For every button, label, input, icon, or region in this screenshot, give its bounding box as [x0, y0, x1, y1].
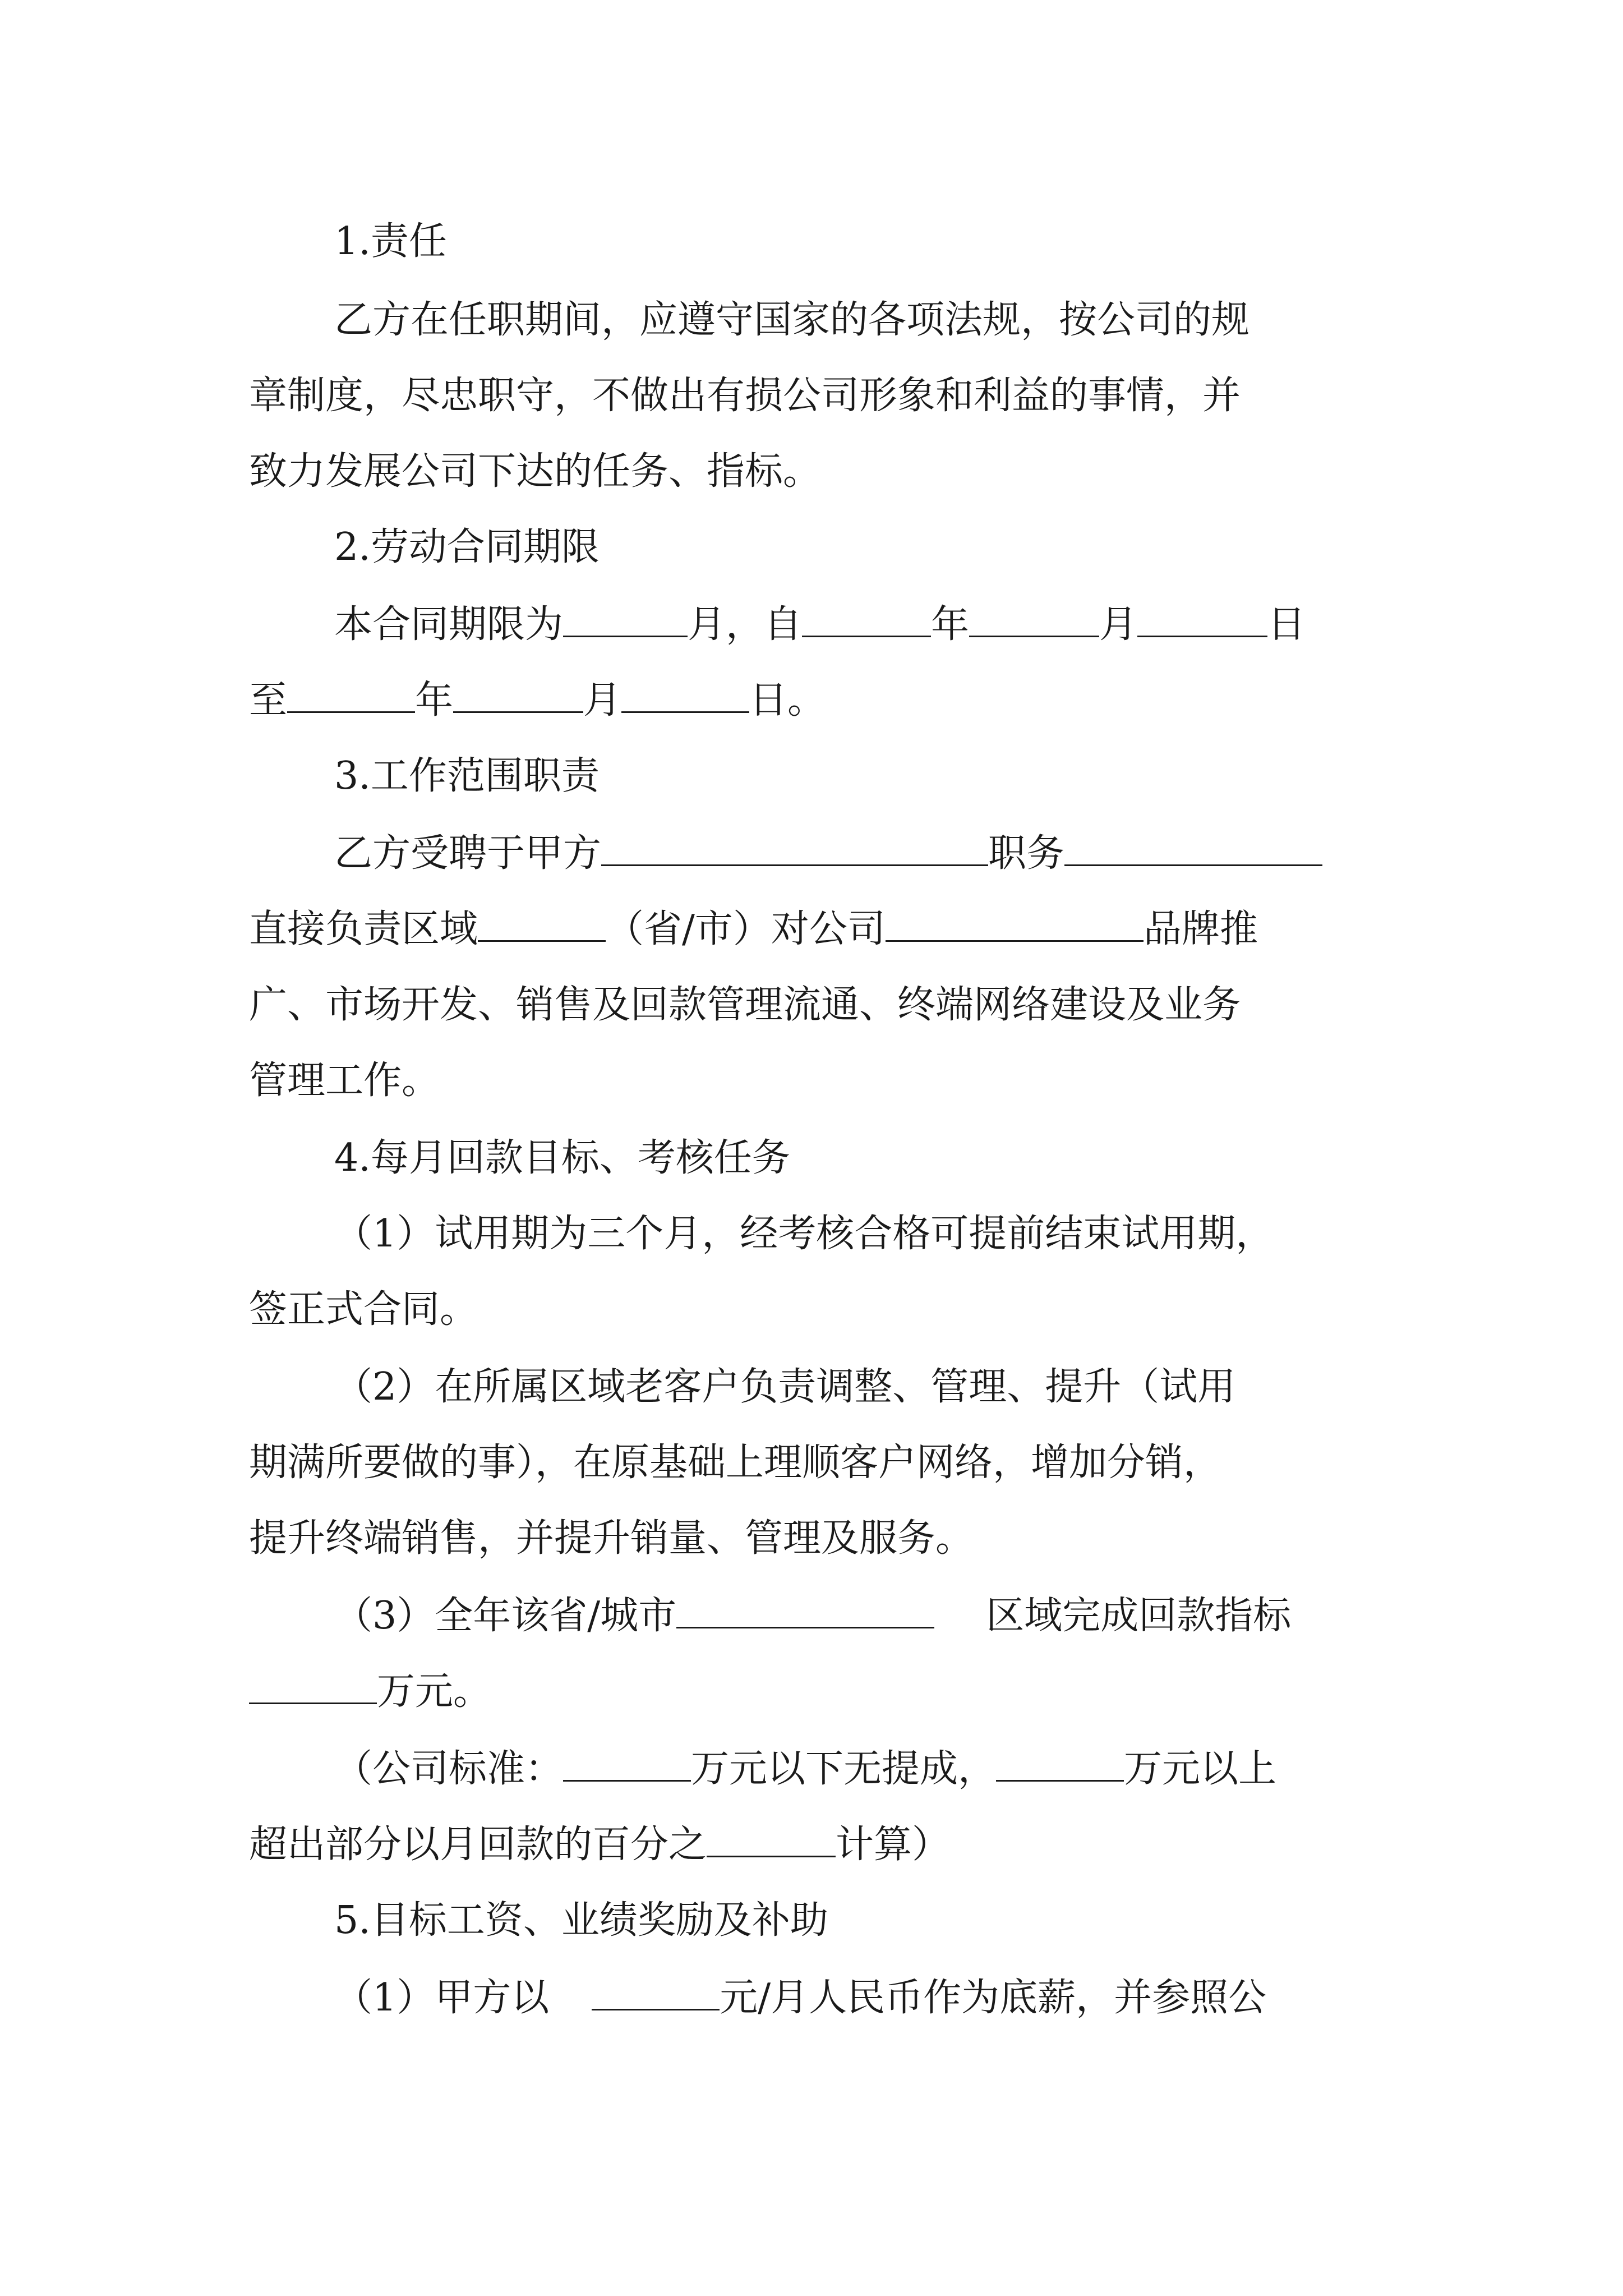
blank-no-commission-threshold-field[interactable] [563, 1745, 691, 1782]
scope-label-position: 职务 [988, 831, 1065, 876]
paragraph-line: 签正式合同。 [249, 1287, 478, 1332]
paragraph-line: 乙方在任职期间，应遵守国家的各项法规，按公司的规 [334, 298, 1250, 342]
blank-start-day-field[interactable] [1137, 601, 1267, 637]
blank-brand-field[interactable] [886, 905, 1144, 942]
paragraph-line: 管理工作。 [249, 1059, 440, 1103]
term-label-to: 至 [249, 678, 288, 723]
blank-percentage-field[interactable] [707, 1821, 836, 1857]
scope-label-brand: 品牌推 [1143, 907, 1258, 951]
term-label-month: 月 [1099, 602, 1138, 647]
blank-commission-threshold-field[interactable] [996, 1745, 1124, 1782]
scope-label-region: 直接负责区域 [249, 907, 478, 951]
section-heading-responsibility: 1.责任 [334, 219, 447, 264]
scope-label-employer: 乙方受聘于甲方 [334, 831, 602, 876]
target-label-region-goal: 区域完成回款指标 [986, 1594, 1292, 1638]
paragraph-line: 致力发展公司下达的任务、指标。 [249, 449, 822, 494]
target-label-city: （3）全年该省/城市 [334, 1594, 677, 1638]
standard-label-percentage: 超出部分以月回款的百分之 [249, 1823, 707, 1867]
blank-position-field[interactable] [1064, 830, 1322, 866]
paragraph-line: 章制度，尽忠职守，不做出有损公司形象和利益的事情，并 [249, 374, 1241, 418]
term-label-from: 月，自 [688, 602, 803, 647]
job-scope-line-1 [334, 826, 1322, 882]
contract-term-line-2 [249, 673, 826, 729]
paragraph-line: （1）试用期为三个月，经考核合格可提前结束试用期， [334, 1212, 1274, 1256]
term-label-year: 年 [931, 602, 970, 647]
paragraph-line: 期满所要做的事），在原基础上理顺客户网络，增加分销， [249, 1441, 1222, 1485]
term-label-end-month: 月 [583, 678, 622, 723]
paragraph-line: 广、市场开发、销售及回款管理流通、终端网络建设及业务 [249, 983, 1241, 1027]
blank-start-year-field[interactable] [802, 601, 931, 637]
term-label-day: 日 [1267, 602, 1306, 647]
blank-end-day-field[interactable] [621, 677, 749, 713]
contract-term-line-1 [334, 597, 1306, 653]
blank-employer-field[interactable] [601, 830, 988, 866]
paragraph-line: 提升终端销售，并提升销量、管理及服务。 [249, 1516, 974, 1561]
blank-start-month-field[interactable] [969, 601, 1099, 637]
target-label-amount: 万元。 [377, 1669, 492, 1714]
annual-target-line-1 [334, 1588, 1291, 1644]
company-standard-line-1 [334, 1741, 1276, 1797]
standard-label-no-commission: 万元以下无提成， [691, 1747, 997, 1791]
term-label-duration: 本合同期限为 [334, 602, 564, 647]
section-heading-job-scope: 3.工作范围职责 [334, 754, 600, 798]
term-label-end-year: 年 [415, 678, 454, 723]
blank-target-amount-field[interactable] [249, 1668, 377, 1704]
blank-region-field[interactable] [478, 905, 606, 942]
base-salary-line-1 [334, 1970, 1266, 2026]
blank-base-salary-field[interactable] [592, 1974, 720, 2010]
section-heading-contract-term: 2.劳动合同期限 [334, 525, 600, 569]
scope-label-province-company: （省/市）对公司 [606, 907, 886, 951]
salary-label-party-a: （1）甲方以 [334, 1976, 550, 2020]
standard-label-above: 万元以上 [1124, 1747, 1277, 1791]
blank-city-field[interactable] [676, 1592, 934, 1628]
standard-label-intro: （公司标准： [334, 1747, 564, 1791]
job-scope-line-2 [249, 901, 1258, 958]
blank-end-year-field[interactable] [287, 677, 415, 713]
term-label-end-day: 日。 [749, 678, 826, 723]
blank-months-field[interactable] [563, 601, 688, 637]
salary-label-rmb-month: 元/月人民币作为底薪，并参照公 [720, 1976, 1267, 2020]
annual-target-line-2 [249, 1664, 491, 1720]
paragraph-line: （2）在所属区域老客户负责调整、管理、提升（试用 [334, 1365, 1236, 1409]
section-heading-collection-targets: 4.每月回款目标、考核任务 [334, 1136, 790, 1180]
blank-end-month-field[interactable] [453, 677, 583, 713]
company-standard-line-2 [249, 1817, 950, 1873]
section-heading-salary-bonus: 5.目标工资、业绩奖励及补助 [334, 1898, 828, 1943]
standard-label-calc: 计算） [836, 1823, 951, 1867]
